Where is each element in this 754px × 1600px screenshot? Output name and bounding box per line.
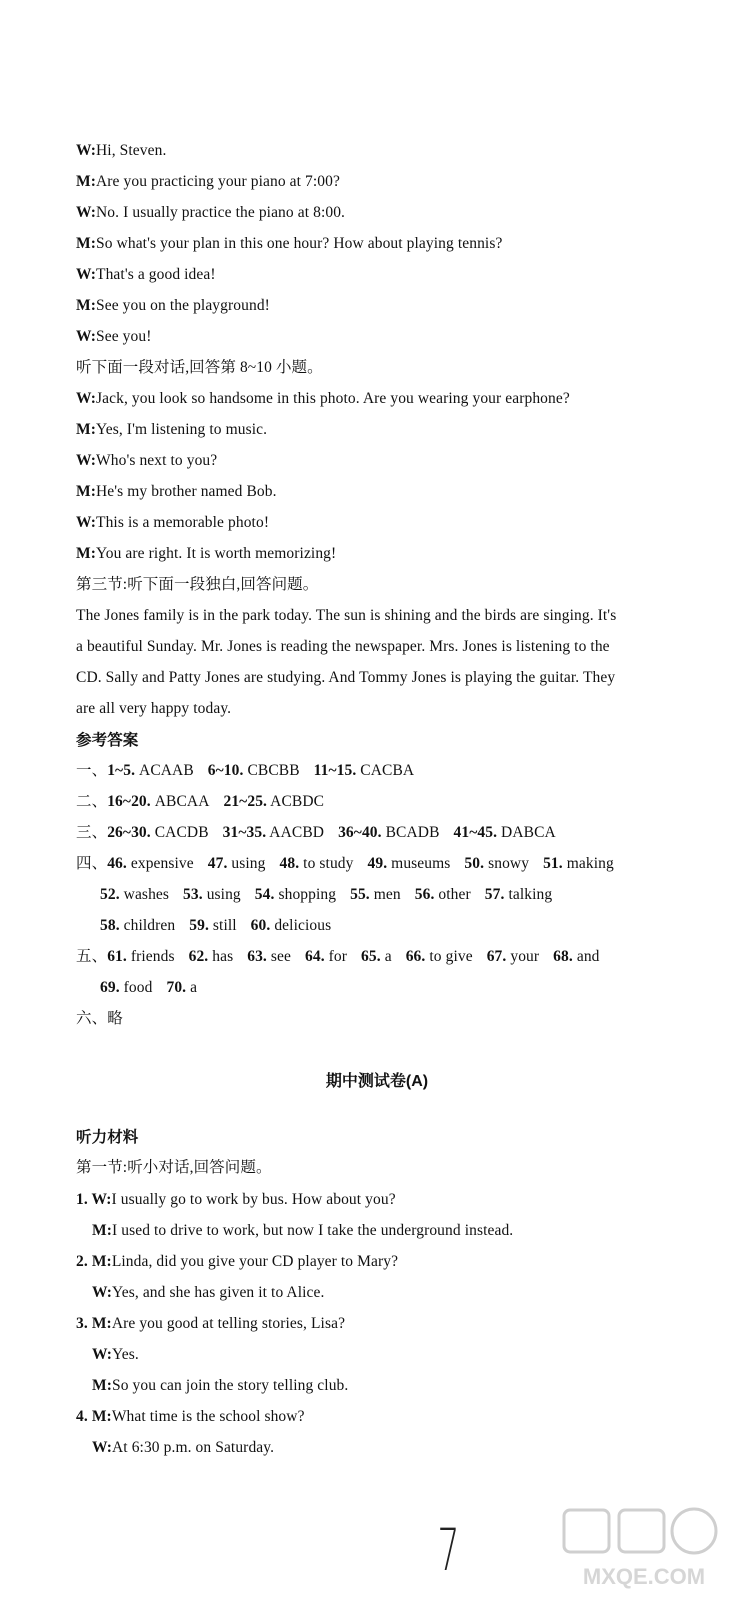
answer-value: to give: [425, 948, 473, 965]
speaker-label: M:: [92, 1377, 112, 1394]
answer-value: expensive: [126, 855, 194, 872]
dialogue-line: [76, 172, 340, 192]
dialogue-line: [76, 141, 166, 161]
speaker-label: W:: [76, 204, 97, 221]
dialogue-line: [76, 203, 345, 223]
answer-number: 59.: [189, 917, 209, 934]
answer-number: 61.: [107, 948, 127, 965]
section-heading: 第一节:听小对话,回答问题。: [76, 1159, 272, 1176]
answer-number: 65.: [361, 948, 381, 965]
answer-number: 41~45.: [453, 824, 498, 841]
dialogue-line: [76, 234, 502, 254]
dialogue-line: [92, 1345, 139, 1365]
answer-value: CACBA: [356, 762, 415, 779]
speaker-label: M:: [92, 1222, 112, 1239]
speaker-label: M:: [76, 297, 96, 314]
item-number: 4.: [76, 1408, 92, 1425]
dialogue-line: [92, 1438, 274, 1458]
answer-value: ACAAB: [135, 762, 194, 779]
answer-value: your: [506, 948, 540, 965]
speaker-label: W:: [92, 1439, 113, 1456]
answer-number: 53.: [183, 886, 203, 903]
answer-line: [76, 854, 614, 874]
speaker-label: M:: [76, 545, 96, 562]
answer-number: 1~5.: [107, 762, 136, 779]
answer-value: food: [119, 979, 153, 996]
dialogue-text: At 6:30 p.m. on Saturday.: [112, 1439, 275, 1456]
answer-line: [76, 792, 324, 812]
dialogue-text: Are you practicing your piano at 7:00?: [96, 173, 340, 190]
answer-number: 54.: [254, 886, 275, 903]
speaker-label: W:: [92, 1284, 113, 1301]
dialogue-text: This is a memorable photo!: [96, 514, 270, 531]
section-heading: 第三节:听下面一段独白,回答问题。: [76, 576, 319, 593]
answer-six: 六、略: [76, 1010, 123, 1027]
speaker-label: M:: [76, 235, 96, 252]
answer-number: 31~35.: [222, 824, 267, 841]
dialogue-text: I used to drive to work, but now I take the underground instead.: [112, 1222, 514, 1239]
dialogue-text: Yes, and she has given it to Alice.: [112, 1284, 325, 1301]
answer-line: [100, 885, 552, 905]
answer-value: shopping: [274, 886, 337, 903]
monologue-line: CD. Sally and Patty Jones are studying. And Tommy Jones is playing the guitar. They: [76, 669, 616, 686]
speaker-label: M:: [91, 1253, 112, 1270]
dialogue-line: [76, 420, 267, 440]
answer-number: 57.: [484, 886, 505, 903]
dialogue-text: Are you good at telling stories, Lisa?: [111, 1315, 346, 1332]
speaker-label: M:: [91, 1315, 112, 1332]
answer-number: 52.: [100, 886, 120, 903]
dialogue-line: [92, 1221, 513, 1241]
dialogue-line: [92, 1283, 324, 1303]
speaker-label: W:: [91, 1191, 112, 1208]
dialogue-text: He's my brother named Bob.: [96, 483, 277, 500]
speaker-label: W:: [76, 514, 97, 531]
answer-number: 63.: [247, 948, 267, 965]
answer-number: 70.: [166, 979, 187, 996]
answer-value: museums: [387, 855, 451, 872]
answer-value: still: [208, 917, 237, 934]
monologue-line: a beautiful Sunday. Mr. Jones is reading the newspaper. Mrs. Jones is listening to the: [76, 638, 610, 655]
answer-value: CACDB: [150, 824, 209, 841]
answer-value: a: [380, 948, 392, 965]
dialogue-text: Linda, did you give your CD player to Mary?: [111, 1253, 399, 1270]
answer-value: and: [572, 948, 600, 965]
answer-number: 67.: [486, 948, 507, 965]
answer-number: 64.: [305, 948, 325, 965]
answer-value: children: [119, 917, 176, 934]
dialogue-line: [76, 513, 269, 533]
dialogue-line: [76, 389, 570, 409]
dialogue-line: [76, 482, 277, 502]
answer-value: snowy: [484, 855, 530, 872]
answer-value: has: [208, 948, 234, 965]
speaker-label: W:: [76, 142, 97, 159]
instruction-text: 听下面一段对话,回答第 8~10 小题。: [76, 359, 323, 376]
watermark-logo: [544, 1502, 744, 1592]
answer-line: [76, 761, 414, 781]
answer-number: 46.: [107, 855, 127, 872]
answer-number: 21~25.: [223, 793, 268, 810]
dialogue-text: Jack, you look so handsome in this photo. Are you wearing your earphone?: [96, 390, 570, 407]
answer-number: 69.: [100, 979, 120, 996]
dialogue-text: You are right. It is worth memorizing!: [96, 545, 337, 562]
dialogue-line: [76, 1314, 345, 1334]
dialogue-text: So what's your plan in this one hour? How about playing tennis?: [96, 235, 503, 252]
answer-number: 58.: [100, 917, 120, 934]
answer-section-prefix: 二、: [76, 793, 108, 810]
dialogue-text: Yes, I'm listening to music.: [96, 421, 268, 438]
dialogue-line: [76, 327, 151, 347]
answer-line: [76, 947, 600, 967]
speaker-label: W:: [76, 452, 97, 469]
dialogue-line: [76, 1407, 305, 1427]
speaker-label: M:: [76, 173, 96, 190]
dialogue-text: Yes.: [112, 1346, 139, 1363]
dialogue-text: Who's next to you?: [96, 452, 218, 469]
dialogue-line: [76, 1252, 398, 1272]
answer-number: 26~30.: [107, 824, 151, 841]
answer-number: 16~20.: [107, 793, 151, 810]
speaker-label: W:: [92, 1346, 113, 1363]
answer-number: 47.: [207, 855, 228, 872]
answer-value: making: [562, 855, 614, 872]
answer-number: 66.: [405, 948, 426, 965]
answer-value: talking: [504, 886, 553, 903]
answer-section-prefix: 一、: [76, 762, 108, 779]
dialogue-line: [92, 1376, 348, 1396]
answer-number: 56.: [414, 886, 435, 903]
monologue-line: are all very happy today.: [76, 700, 232, 717]
answer-section-prefix: 三、: [76, 824, 108, 841]
answer-line: [100, 978, 197, 998]
speaker-label: W:: [76, 390, 97, 407]
answer-number: 36~40.: [338, 824, 382, 841]
speaker-label: W:: [76, 328, 97, 345]
answer-number: 11~15.: [313, 762, 357, 779]
answer-number: 60.: [250, 917, 271, 934]
answer-value: men: [369, 886, 401, 903]
speaker-label: W:: [76, 266, 97, 283]
answer-number: 55.: [350, 886, 370, 903]
monologue-line: The Jones family is in the park today. The sun is shining and the birds are singing. It's: [76, 607, 617, 624]
answer-value: other: [434, 886, 471, 903]
answer-value: a: [186, 979, 198, 996]
item-number: 3.: [76, 1315, 92, 1332]
answer-value: washes: [119, 886, 170, 903]
dialogue-text: So you can join the story telling club.: [112, 1377, 349, 1394]
answer-number: 49.: [367, 855, 388, 872]
answer-value: using: [227, 855, 266, 872]
answer-number: 68.: [553, 948, 573, 965]
dialogue-text: I usually go to work by bus. How about you?: [111, 1191, 396, 1208]
answer-value: friends: [126, 948, 175, 965]
dialogue-line: [76, 1190, 396, 1210]
answer-value: using: [202, 886, 241, 903]
answer-value: ABCAA: [150, 793, 210, 810]
answer-number: 51.: [543, 855, 563, 872]
answer-section-prefix: 四、: [76, 855, 108, 872]
item-number: 1.: [76, 1191, 92, 1208]
dialogue-line: [76, 451, 217, 471]
item-number: 2.: [76, 1253, 92, 1270]
answers-heading: 参考答案: [76, 732, 139, 749]
answer-line: [100, 916, 331, 936]
answer-section-prefix: 五、: [76, 948, 108, 965]
speaker-label: M:: [76, 421, 96, 438]
dialogue-line: [76, 544, 336, 564]
answer-number: 50.: [464, 855, 485, 872]
dialogue-text: That's a good idea!: [96, 266, 216, 283]
dialogue-text: No. I usually practice the piano at 8:00.: [96, 204, 346, 221]
answer-value: for: [324, 948, 348, 965]
listening-heading: 听力材料: [76, 1129, 139, 1146]
dialogue-text: See you!: [96, 328, 152, 345]
midterm-title: 期中测试卷(A): [325, 1073, 429, 1090]
dialogue-line: [76, 265, 216, 285]
answer-value: DABCA: [497, 824, 556, 841]
speaker-label: M:: [76, 483, 96, 500]
page-number: 7: [437, 1516, 460, 1584]
answer-value: delicious: [270, 917, 332, 934]
answer-number: 6~10.: [207, 762, 244, 779]
dialogue-text: See you on the playground!: [96, 297, 270, 314]
answer-value: ACBDC: [267, 793, 325, 810]
answer-value: BCADB: [381, 824, 440, 841]
dialogue-line: [76, 296, 270, 316]
answer-number: 48.: [279, 855, 300, 872]
answer-value: see: [266, 948, 291, 965]
speaker-label: M:: [91, 1408, 112, 1425]
svg-text:MXQE.COM: MXQE.COM: [582, 1564, 706, 1589]
answer-value: CBCBB: [243, 762, 300, 779]
dialogue-text: What time is the school show?: [111, 1408, 305, 1425]
answer-number: 62.: [188, 948, 209, 965]
answer-line: [76, 823, 556, 843]
dialogue-text: Hi, Steven.: [96, 142, 167, 159]
answer-value: AACBD: [266, 824, 325, 841]
answer-value: to study: [299, 855, 354, 872]
